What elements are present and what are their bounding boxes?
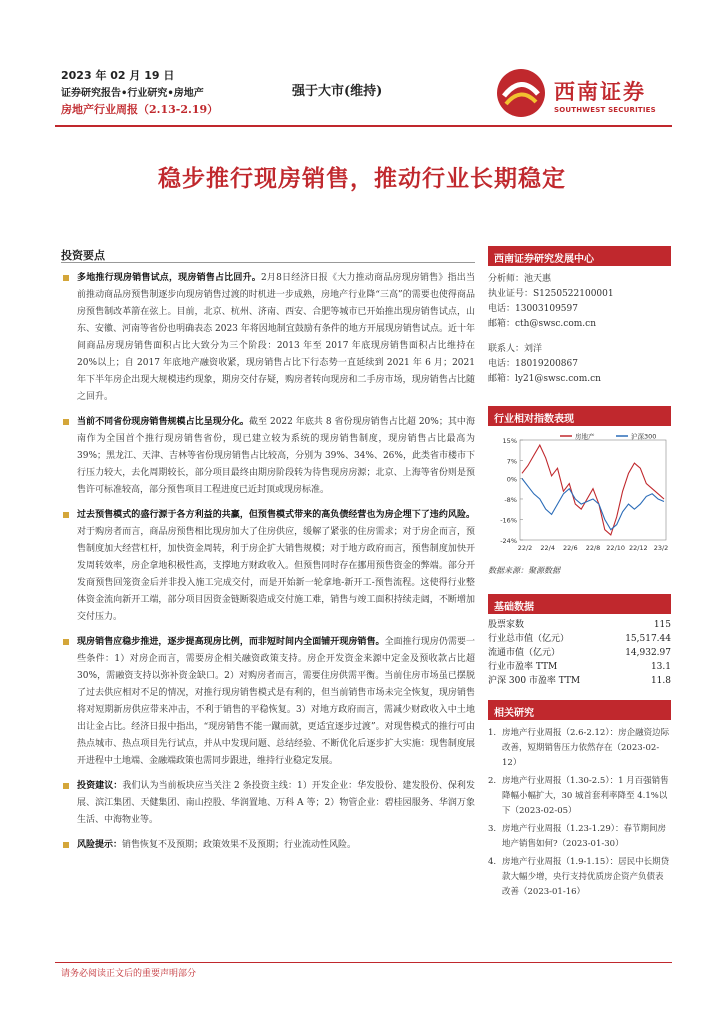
- chart-source: 数据来源：聚源数据: [488, 566, 560, 575]
- series-line-hs300: [522, 479, 664, 530]
- contact-phone: 电话：18019200867: [488, 359, 578, 369]
- related-report-link[interactable]: [488, 726, 671, 771]
- basic-data-value: 115: [653, 620, 671, 630]
- key-point-body: 2月8日经济日报《大力推动商品房现房销售》指出当前推动商品房预售制逐步向现房销售过渡的时机进一步成熟，房地产行业降“三高”的需要也使得商品房预售制改革箭在弦上。目前，北京、杭州、济南、西安、合肥等城市已开始推出现房销售试点，山东、安徽、河南等省份也明确表态 2023 年将因地制宜鼓励有条件的地方开展现房销售试点。近十年间商品房现房销售面积占比大致分为三个阶段：2013 年至 2017 年底现房销售面积占比维持在 20%以上；自 2017 年底地产融资收紧，现房销售占比下行态势一直延续到 2021 年 6 月；2021 年下半年房企出现大规模违约现象，期房交付存疑，购房者转向现房和二手房市场，现房销售占比随之回升。: [77, 273, 475, 402]
- basic-data-row: [488, 632, 671, 646]
- related-report-num: 2.: [488, 776, 497, 786]
- x-tick-label: 22/8: [585, 544, 601, 552]
- industry-rating: 强于大市(维持): [292, 84, 383, 99]
- legend-label: 房地产: [575, 432, 595, 441]
- basic-data-value: 15,517.44: [625, 634, 671, 644]
- y-tick-label: 7%: [506, 457, 517, 466]
- legend-label: 沪深300: [631, 432, 657, 441]
- section-heading: 投资要点: [61, 249, 105, 262]
- key-point-lead: 多地推行现房销售试点，现房销售占比回升。: [77, 273, 261, 283]
- basic-data-header: 基础数据: [488, 594, 671, 614]
- key-points: [61, 270, 475, 862]
- chart-header: 行业相对指数表现: [488, 406, 671, 426]
- x-tick-label: 22/2: [517, 544, 533, 552]
- key-point-body: 我们认为当前板块应当关注 2 条投资主线：1）开发企业：华发股份、建发股份、保利发展、滨江集团、天健集团、南山控股、华润置地、万科 A 等；2）物管企业：碧桂园服务、华润万象生活、中海物业等。: [77, 781, 475, 825]
- key-point: [61, 778, 475, 829]
- institute-header: 西南证券研究发展中心: [488, 246, 671, 266]
- basic-data-label: 行业总市值（亿元）: [488, 634, 570, 644]
- contact-email[interactable]: 邮箱：ly21@swsc.com.cn: [488, 374, 601, 384]
- y-tick-label: -16%: [500, 516, 517, 525]
- basic-data-label: 流通市值（亿元）: [488, 648, 561, 658]
- related-report-text: 房地产行业周报（1.23-1.29）：春节期间房地产销售如何?（2023-01-30）: [502, 824, 666, 849]
- related-report-text: 房地产行业周报（2.6-2.12）：房企融资边际改善，短期销售压力依然存在（2023-02-12）: [502, 728, 670, 768]
- analyst-email[interactable]: 邮箱：cth@swsc.com.cn: [488, 319, 596, 329]
- y-tick-label: 0%: [506, 475, 517, 484]
- key-point: [61, 507, 475, 626]
- x-tick-label: 22/10: [606, 544, 626, 552]
- key-point-lead: 风险提示：: [77, 840, 123, 850]
- basic-data-row: [488, 618, 671, 632]
- related-report-text: 房地产行业周报（1.9-1.15）：居民中长期贷款大幅少增，央行支持优质房企资产负债表改善（2023-01-16）: [502, 857, 670, 897]
- key-point: [61, 837, 475, 854]
- analyst-cert: 执业证号：S1250522100001: [488, 289, 614, 299]
- analyst-name: 分析师：池天惠: [488, 274, 552, 284]
- key-point-body: 截至 2022 年底共 8 省份现房销售占比超 20%；其中海南作为全国首个推行现房销售省份，现已建立较为系统的现房销售制度，现房销售占比最高为 39%；黑龙江、天津、吉林等省份现房销售占比较高，分别为 39%、34%、26%，此类省市楼市下行压力较大，去化周期较长，部分项目最终由期房阶段转为待售现房房源；北京、上海等省份则是预售许可标准较高，部分预售项目工程进度已近封顶或现房标准。: [77, 417, 475, 495]
- y-tick-label: -24%: [500, 537, 517, 545]
- x-tick-label: 22/4: [540, 544, 555, 552]
- logo-text-cn: 西南证券: [554, 79, 646, 104]
- relative-index-chart: [488, 428, 671, 558]
- basic-data-label: 股票家数: [488, 620, 525, 630]
- basic-data-value: 13.1: [650, 662, 671, 672]
- footer-divider: [55, 962, 672, 963]
- basic-data-value: 14,932.97: [625, 648, 671, 658]
- related-report-text: 房地产行业周报（1.30-2.5）：1 月百强销售降幅小幅扩大，30 城首套利率降至 4.1%以下（2023-02-05）: [502, 776, 669, 816]
- related-research-header: 相关研究: [488, 700, 671, 720]
- basic-data-row: [488, 646, 671, 660]
- related-report-link[interactable]: [488, 855, 671, 900]
- y-tick-label: 15%: [502, 437, 517, 445]
- logo-emblem-icon: [494, 66, 548, 120]
- basic-data-value: 11.8: [650, 676, 671, 686]
- x-tick-label: 22/12: [628, 544, 648, 552]
- x-tick-label: 23/2: [653, 544, 669, 552]
- related-report-link[interactable]: [488, 774, 671, 819]
- report-title: 稳步推行现房销售，推动行业长期稳定: [158, 165, 566, 192]
- logo-text-en: SOUTHWEST SECURITIES: [554, 106, 656, 114]
- key-point-lead: 投资建议：: [77, 781, 123, 791]
- key-point-body: 销售恢复不及预期；政策效果不及预期；行业流动性风险。: [122, 840, 357, 850]
- chart-svg: [488, 428, 671, 558]
- company-logo: [494, 66, 700, 120]
- report-category: 证券研究报告•行业研究•房地产: [61, 88, 204, 99]
- footer-disclaimer[interactable]: 请务必阅读正文后的重要声明部分: [61, 969, 197, 979]
- analyst-phone: 电话：13003109597: [488, 304, 578, 314]
- related-report-num: 4.: [488, 857, 497, 867]
- report-date: 2023 年 02 月 19 日: [61, 69, 175, 82]
- key-point: [61, 270, 475, 406]
- basic-data-label: 行业市盈率 TTM: [488, 662, 558, 672]
- basic-data-row: [488, 660, 671, 674]
- contact-name: 联系人：刘洋: [488, 344, 543, 354]
- key-point: [61, 634, 475, 770]
- header-divider: [55, 125, 672, 127]
- analyst-info: [488, 272, 671, 387]
- section-divider: [61, 262, 475, 263]
- related-report-num: 1.: [488, 728, 497, 738]
- key-point-body: 全面推行现房仍需要一些条件：1）对房企而言，需要房企相关融资政策支持。房企开发资金来源中定金及预收款占比超 30%，需融资支持以弥补资金缺口。2）对购房者而言，需要住房供需平衡。当前住房市场虽已摆脱了过去供应相对不足的情况，对推行现房销售模式是有利的，但当前销售市场未完全恢复，现房销售将对短期新房供应带来冲击，不利于销售的平稳恢复。3）对地方政府而言，需减少财政收入中土地出让金占比。经济日报中指出，“现房销售不能一蹴而就，更适宜逐步过渡”。对现售模式的推行可由热点城市、热点项目先行试点，并从中发现问题、总结经验、不断优化后逐步扩大实施：现售制度展开进程中土地端、金融端政策也需同步跟进，维持行业稳定发展。: [77, 637, 475, 766]
- key-point: [61, 414, 475, 499]
- report-weekly-title: 房地产行业周报（2.13-2.19）: [61, 103, 219, 116]
- related-research-list: [488, 726, 671, 903]
- related-report-link[interactable]: [488, 822, 671, 852]
- y-tick-label: -8%: [504, 495, 517, 504]
- key-point-body: 对于购房者而言，商品房预售相比现房加大了住房供应，缓解了紧张的住房需求；对于房企而言，预售制度加大经营杠杆，加快资金周转，利于房企扩大销售规模；对于地方政府而言，预售制度加快开发周转效率，房企拿地积极性高，支撑地方财政收入。但预售同时存在挪用预售资金的弊端。部分开发商预售回笼资金后并非投入施工完成交付，而是开始新一轮拿地-新开工-预售流程。这使得行业整体资金流向新开工端，部分项目因资金链断裂造成交付施工难，销售与竣工面积持续走阔，不断增加交付压力。: [77, 527, 475, 622]
- x-tick-label: 22/6: [563, 544, 578, 552]
- basic-data-table: [488, 618, 671, 688]
- basic-data-label: 沪深 300 市盈率 TTM: [488, 676, 581, 686]
- key-point-lead: 现房销售应稳步推进，逐步提高现房比例，而非短时间内全面铺开现房销售。: [77, 637, 385, 647]
- key-point-lead: 当前不同省份现房销售规模占比呈现分化。: [77, 417, 249, 427]
- key-point-lead: 过去预售模式的盛行源于各方利益的共赢，但预售模式带来的高负债经营也为房企埋下了违约风险。: [77, 510, 475, 520]
- series-line-property: [522, 445, 664, 535]
- related-report-num: 3.: [488, 824, 497, 834]
- basic-data-row: [488, 674, 671, 688]
